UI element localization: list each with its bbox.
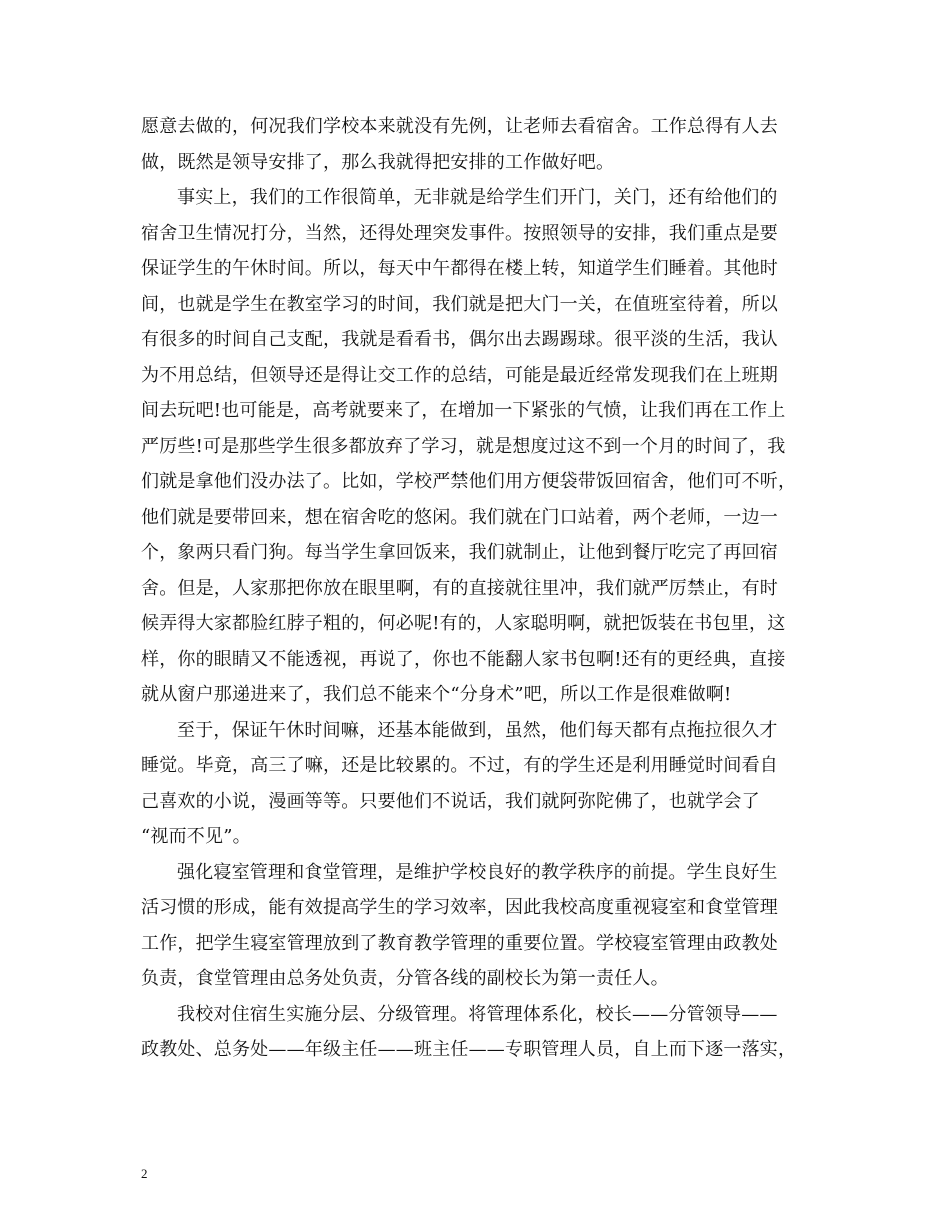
text-line-7: 有很多的时间自己支配，我就是看看书，偶尔出去踢踢球。很平淡的生活，我认 [141, 329, 778, 350]
text-line-23: 活习惯的形成，能有效提高学生的学习效率，因此我校高度重视寝室和食堂管理 [141, 897, 778, 918]
text-line-6: 间，也就是学生在教室学习的时间，我们就是把大门一关，在值班室待着，所以 [141, 293, 778, 315]
text-line-19: 睡觉。毕竟，高三了嘛，还是比较累的。不过，有的学生还是利用睡觉时间看自 [141, 755, 778, 776]
text-line-16: 样，你的眼睛又不能透视，再说了，你也不能翻人家书包啊!还有的更经典，直接 [141, 648, 786, 670]
text-line-9: 间去玩吧!也可能是，高考就要来了，在增加一下紧张的气愤，让我们再在工作上 [141, 400, 786, 421]
text-line-4: 宿舍卫生情况打分，当然，还得处理突发事件。按照领导的安排，我们重点是要 [141, 222, 778, 244]
text-line-18: 至于，保证午休时间嘛，还基本能做到，虽然，他们每天都有点拖拉很久才 [177, 719, 778, 741]
text-line-21: “视而不见”。 [141, 826, 251, 847]
text-line-11: 们就是拿他们没办法了。比如，学校严禁他们用方便袋带饭回宿舍，他们可不听， [141, 471, 797, 492]
text-line-2: 做，既然是领导安排了，那么我就得把安排的工作做好吧。 [141, 151, 615, 173]
text-line-24: 工作，把学生寝室管理放到了教育教学管理的重要位置。学校寝室管理由政教处 [141, 932, 778, 954]
text-line-14: 舍。但是，人家那把你放在眼里啊，有的直接就往里冲，我们就严厉禁止，有时 [141, 577, 778, 599]
page-number: 2 [141, 1166, 148, 1181]
text-line-1: 愿意去做的，何况我们学校本来就没有先例，让老师去看宿舍。工作总得有人去 [141, 116, 778, 137]
text-line-13: 个，象两只看门狗。每当学生拿回饭来，我们就制止，让他到餐厅吃完了再回宿 [141, 542, 778, 563]
document-body [141, 109, 811, 1068]
text-line-10: 严厉些!可是那些学生很多都放弃了学习，就是想度过这不到一个月的时间了，我 [141, 435, 786, 457]
text-line-25: 负责，食堂管理由总务处负责，分管各线的副校长为第一责任人。 [141, 968, 669, 989]
text-line-12: 他们就是要带回来，想在宿舍吃的悠闲。我们就在门口站着，两个老师，一边一 [141, 506, 778, 528]
text-line-17: 就从窗户那递进来了，我们总不能来个“分身术”吧，所以工作是很难做啊! [141, 684, 732, 705]
text-line-20: 己喜欢的小说，漫画等等。只要他们不说话，我们就阿弥陀佛了，也就学会了 [141, 790, 760, 812]
text-line-26: 我校对住宿生实施分层、分级管理。将管理体系化，校长——分管领导—— [177, 1003, 778, 1025]
text-line-22: 强化寝室管理和食堂管理，是维护学校良好的教学秩序的前提。学生良好生 [177, 861, 778, 883]
text-line-3: 事实上，我们的工作很简单，无非就是给学生们开门，关门，还有给他们的 [177, 187, 778, 208]
text-line-27: 政教处、总务处——年级主任——班主任——专职管理人员，自上而下逐一落实， [141, 1039, 797, 1060]
text-line-5: 保证学生的午休时间。所以，每天中午都得在楼上转，知道学生们睡着。其他时 [141, 258, 778, 279]
text-line-8: 为不用总结，但领导还是得让交工作的总结，可能是最近经常发现我们在上班期 [141, 364, 778, 386]
text-line-15: 候弄得大家都脸红脖子粗的，何必呢!有的，人家聪明啊，就把饭装在书包里，这 [141, 613, 786, 634]
